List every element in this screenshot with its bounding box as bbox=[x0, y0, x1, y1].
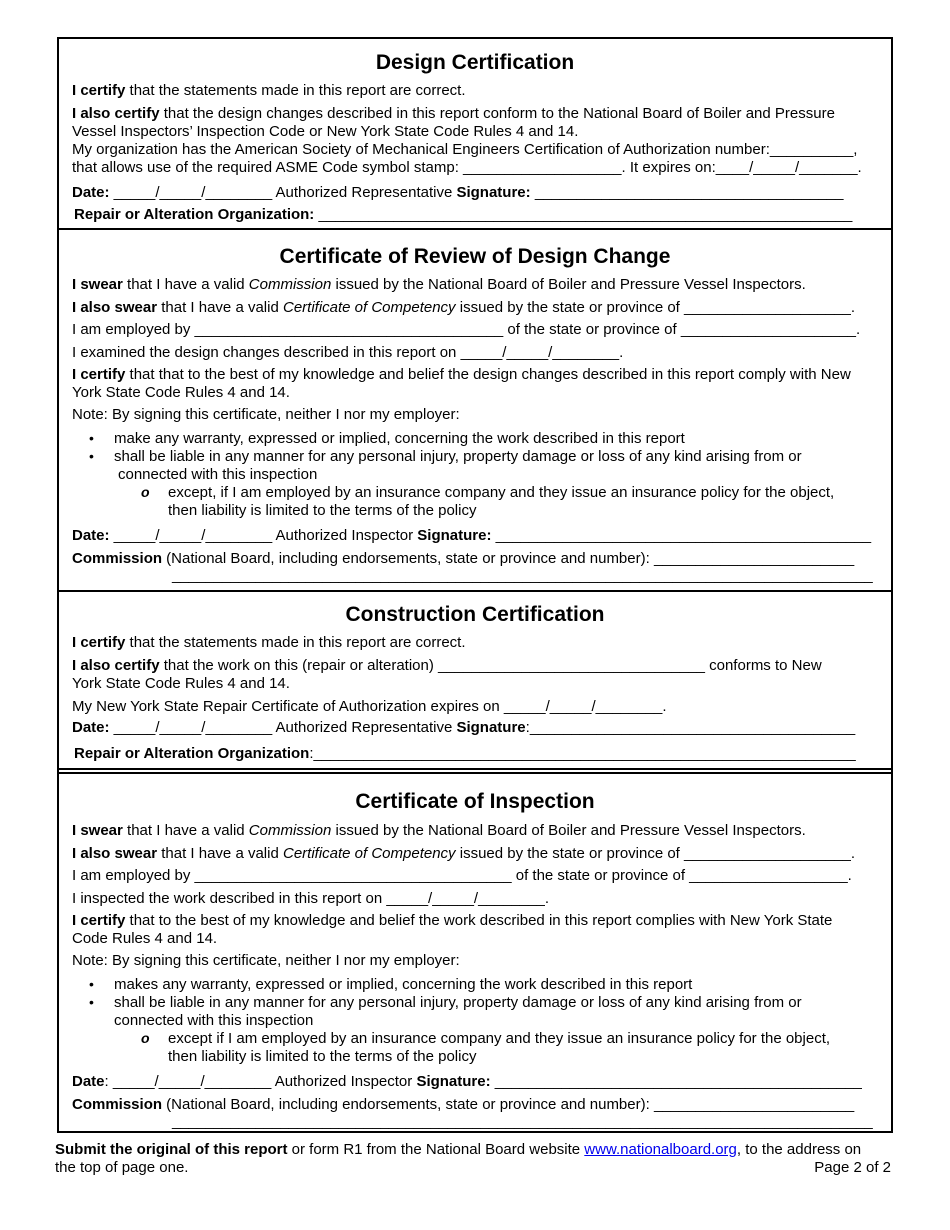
text-line: Vessel Inspectors’ Inspection Code or New York State Code Rules 4 and 14. bbox=[72, 123, 579, 140]
design-certification-section bbox=[59, 39, 891, 229]
list-item-continuation: connected with this inspection bbox=[118, 466, 318, 483]
submission-instructions: Submit the original of this report or form R1 from the National Board website www.nationalboard.org, to the address on bbox=[55, 1141, 862, 1158]
sub-list-item: except if I am employed by an insurance company and they issue an insurance policy for the object, bbox=[168, 1030, 831, 1047]
organization-line[interactable]: Repair or Alteration Organization:_________________________________________________________________ bbox=[74, 745, 856, 762]
commission-continuation-line[interactable]: ____________________________________________________________________________________ bbox=[172, 567, 873, 584]
bullet-icon: • bbox=[89, 448, 94, 464]
employer-line[interactable]: I am employed by ______________________________________ of the state or province of ___________________. bbox=[72, 867, 852, 884]
list-item: shall be liable in any manner for any personal injury, property damage or loss of any kind arising from or bbox=[114, 994, 802, 1011]
section-title: Certificate of Review of Design Change bbox=[279, 245, 671, 268]
list-item-continuation: connected with this inspection bbox=[114, 1012, 314, 1029]
date-signature-line[interactable]: Date: _____/_____/________ Authorized Inspector Signature: _____________________________________________ bbox=[72, 527, 872, 544]
date-signature-line[interactable]: Date: _____/_____/________ Authorized Representative Signature: _____________________________________ bbox=[72, 184, 844, 201]
footer-text: the top of page one. bbox=[55, 1159, 189, 1176]
competency-line[interactable]: I also swear that I have a valid Certificate of Competency issued by the state or province of ____________________. bbox=[72, 299, 856, 316]
authorization-number-line[interactable]: My organization has the American Society of Mechanical Engineers Certification of Authorization number:__________, bbox=[72, 141, 858, 158]
certify-statement: I certify that the statements made in this report are correct. bbox=[72, 634, 466, 651]
section-title: Certificate of Inspection bbox=[355, 790, 595, 813]
organization-line[interactable]: Repair or Alteration Organization: ________________________________________________________________ bbox=[74, 206, 853, 223]
repair-alteration-line[interactable]: I also certify that the work on this (repair or alteration) ________________________________ conforms to New bbox=[72, 657, 822, 674]
sub-list-item-continuation: then liability is limited to the terms of the policy bbox=[168, 502, 477, 519]
note-line: Note: By signing this certificate, neither I nor my employer: bbox=[72, 406, 460, 423]
date-signature-line[interactable]: Date: _____/_____/________ Authorized Representative Signature:_______________________________________ bbox=[72, 719, 856, 736]
section-title: Construction Certification bbox=[345, 603, 605, 626]
footer-line bbox=[55, 1159, 891, 1176]
text-line: Code Rules 4 and 14. bbox=[72, 930, 218, 947]
certify-statement: I certify that that to the best of my knowledge and belief the design changes described in this report comply with New bbox=[72, 366, 851, 383]
text-line: York State Code Rules 4 and 14. bbox=[72, 384, 290, 401]
date-signature-line[interactable]: Date: _____/_____/________ Authorized Inspector Signature: ____________________________________________ bbox=[72, 1073, 862, 1090]
inspection-certificate-section bbox=[59, 774, 891, 1134]
certify-statement: I certify that to the best of my knowledge and belief the work described in this report complies with New York State bbox=[72, 912, 833, 929]
sub-list-item: except, if I am employed by an insurance company and they issue an insurance policy for the object, bbox=[168, 484, 835, 501]
text-line: York State Code Rules 4 and 14. bbox=[72, 675, 290, 692]
employer-line[interactable]: I am employed by _____________________________________ of the state or province of _____________________. bbox=[72, 321, 861, 338]
list-item: make any warranty, expressed or implied, concerning the work described in this report bbox=[114, 430, 685, 447]
commission-line[interactable]: Commission (National Board, including endorsements, state or province and number): ________________________ bbox=[72, 550, 855, 567]
code-stamp-line[interactable]: that allows use of the required ASME Code symbol stamp: ___________________. It expires on:____/_____/_______. bbox=[72, 159, 862, 176]
commission-continuation-line[interactable]: ____________________________________________________________________________________ bbox=[172, 1113, 873, 1130]
commission-line[interactable]: Commission (National Board, including endorsements, state or province and number): ________________________ bbox=[72, 1096, 855, 1113]
expiration-date-line[interactable]: My New York State Repair Certificate of Authorization expires on _____/_____/________. bbox=[72, 698, 667, 715]
review-certificate-section bbox=[59, 230, 891, 590]
sub-list-item-continuation: then liability is limited to the terms of the policy bbox=[168, 1048, 477, 1065]
inspected-date-line[interactable]: I inspected the work described in this report on _____/_____/________. bbox=[72, 890, 549, 907]
national-board-link[interactable]: www.nationalboard.org bbox=[584, 1141, 737, 1158]
examined-date-line[interactable]: I examined the design changes described in this report on _____/_____/________. bbox=[72, 344, 624, 361]
swear-statement: I swear that I have a valid Commission issued by the National Board of Boiler and Pressure Vessel Inspectors. bbox=[72, 276, 806, 293]
list-item: shall be liable in any manner for any personal injury, property damage or loss of any kind arising from or bbox=[114, 448, 802, 465]
note-line: Note: By signing this certificate, neither I nor my employer: bbox=[72, 952, 460, 969]
page-number: Page 2 of 2 bbox=[814, 1159, 891, 1176]
construction-certification-section bbox=[59, 592, 891, 768]
sub-bullet-icon: o bbox=[141, 1030, 150, 1046]
form-frame bbox=[57, 37, 893, 1133]
certify-statement: I certify that the statements made in this report are correct. bbox=[72, 82, 466, 99]
swear-statement: I swear that I have a valid Commission issued by the National Board of Boiler and Pressure Vessel Inspectors. bbox=[72, 822, 806, 839]
also-certify-statement: I also certify that the design changes described in this report conform to the National Board of Boiler and Pressure bbox=[72, 105, 835, 122]
bullet-icon: • bbox=[89, 994, 94, 1010]
list-item: makes any warranty, expressed or implied, concerning the work described in this report bbox=[114, 976, 693, 993]
bullet-icon: • bbox=[89, 976, 94, 992]
section-title: Design Certification bbox=[375, 51, 575, 74]
sub-bullet-icon: o bbox=[141, 484, 150, 500]
bullet-icon: • bbox=[89, 430, 94, 446]
section-divider bbox=[59, 768, 891, 770]
competency-line[interactable]: I also swear that I have a valid Certificate of Competency issued by the state or province of ____________________. bbox=[72, 845, 856, 862]
